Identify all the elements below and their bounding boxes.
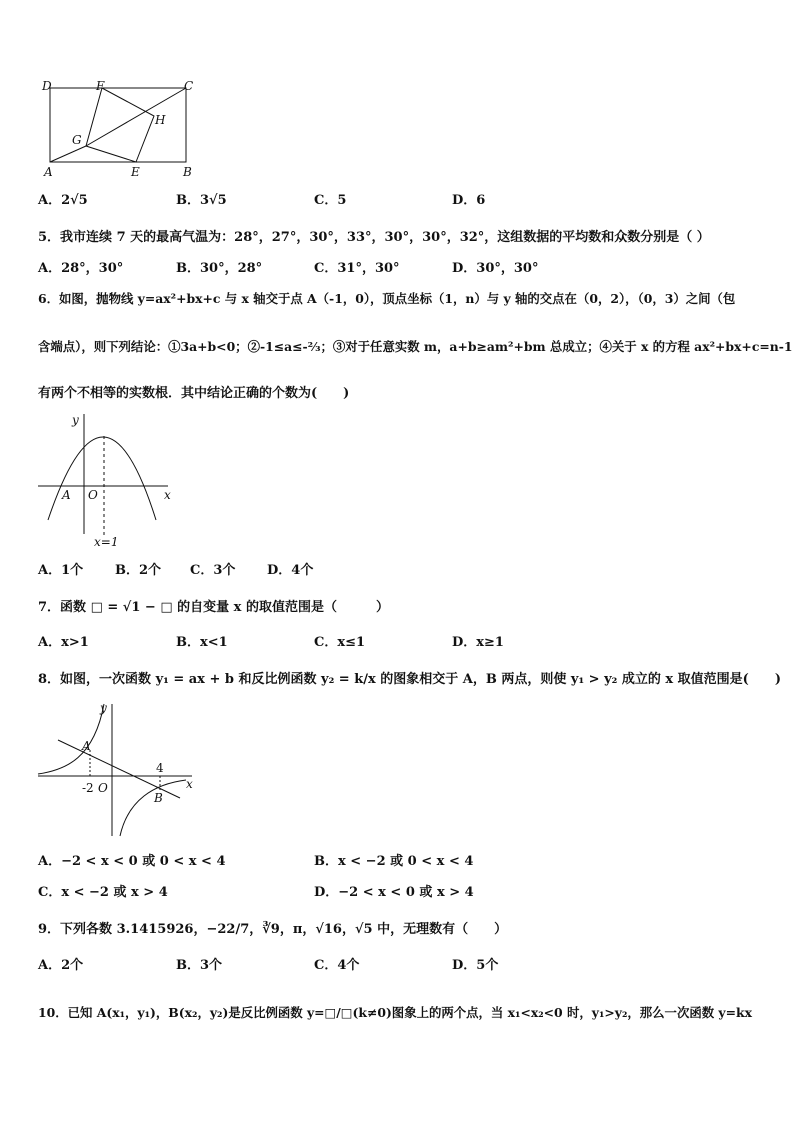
q8-option-b[interactable]: B．x < −2 或 0 < x < 4 — [314, 854, 474, 869]
q9-option-b[interactable]: B．3个 — [176, 958, 223, 973]
label-x-equals-1: x=1 — [94, 535, 119, 549]
q4-option-b[interactable]: B．3√5 — [176, 193, 227, 208]
q9-option-d[interactable]: D．5个 — [452, 958, 499, 973]
label-neg2: -2 — [82, 781, 94, 795]
label-e: E — [131, 165, 140, 179]
label-o: O — [88, 488, 98, 502]
q7-option-d[interactable]: D．x≥1 — [452, 635, 504, 650]
q7-option-c[interactable]: C．x≤1 — [314, 635, 366, 650]
parabola-figure — [36, 410, 176, 548]
q4-option-a[interactable]: A．2√5 — [38, 193, 88, 208]
q8-option-c[interactable]: C．x < −2 或 x > 4 — [38, 885, 168, 900]
label-b: B — [154, 791, 163, 805]
q10-stem: 10．已知 A(x₁，y₁)，B(x₂，y₂)是反比例函数 y=□/□(k≠0)图象上的两个点，当 x₁<x₂<0 时，y₁>y₂，那么一次函数 y=kx — [38, 1005, 752, 1020]
label-y: y — [100, 701, 107, 715]
q4-option-d[interactable]: D．6 — [452, 193, 486, 208]
q6-stem-line3: 有两个不相等的实数根．其中结论正确的个数为( ) — [38, 386, 350, 401]
rectangle-abcd — [50, 88, 186, 162]
q5-option-c[interactable]: C．31°，30° — [314, 261, 400, 276]
q6-option-a[interactable]: A．1个 — [38, 563, 84, 578]
label-c: C — [184, 79, 194, 93]
hyperbola-branch-right — [120, 780, 186, 836]
q5-option-d[interactable]: D．30°，30° — [452, 261, 539, 276]
q6-option-d[interactable]: D．4个 — [267, 563, 314, 578]
q7-option-b[interactable]: B．x<1 — [176, 635, 228, 650]
parallelogram-ehfg — [86, 88, 154, 162]
label-4: 4 — [156, 761, 164, 775]
q4-option-c[interactable]: C．5 — [314, 193, 347, 208]
q5-stem: 5．我市连续 7 天的最高气温为：28°，27°，30°，33°，30°，30°，32°，这组数据的平均数和众数分别是（ ） — [38, 230, 710, 245]
label-b: B — [183, 165, 192, 179]
label-x: x — [186, 777, 193, 791]
q6-option-c[interactable]: C．3个 — [190, 563, 236, 578]
q7-option-a[interactable]: A．x>1 — [38, 635, 89, 650]
q8-stem: 8．如图，一次函数 y₁ = ax + b 和反比例函数 y₂ = k/x 的图象相交于 A，B 两点，则使 y₁ > y₂ 成立的 x 取值范围是( ) — [38, 672, 781, 687]
function-figure — [36, 700, 196, 840]
q9-stem: 9．下列各数 3.1415926，−22/7，∛9，π，√16，√5 中，无理数有（ ） — [38, 922, 508, 937]
label-d: D — [42, 79, 52, 93]
q7-stem: 7．函数 □ = √1 − □ 的自变量 x 的取值范围是（ ） — [38, 600, 389, 615]
label-a: A — [62, 488, 71, 502]
label-x: x — [164, 488, 171, 502]
label-a: A — [82, 739, 91, 753]
hyperbola-branch-left — [38, 704, 104, 774]
label-y: y — [72, 413, 79, 427]
q8-option-d[interactable]: D．−2 < x < 0 或 x > 4 — [314, 885, 474, 900]
segment-ag — [50, 146, 86, 162]
q6-stem-line2: 含端点），则下列结论：①3a+b<0；②-1≤a≤-⅔；③对于任意实数 m，a+b≥am²+bm 总成立；④关于 x 的方程 ax²+bx+c=n-1 — [38, 339, 793, 354]
q5-option-a[interactable]: A．28°，30° — [38, 261, 124, 276]
q8-option-a[interactable]: A．−2 < x < 0 或 0 < x < 4 — [38, 854, 226, 869]
parabola-curve — [48, 437, 156, 520]
q5-option-b[interactable]: B．30°，28° — [176, 261, 263, 276]
label-h: H — [155, 113, 166, 127]
q6-option-b[interactable]: B．2个 — [115, 563, 162, 578]
label-a: A — [44, 165, 53, 179]
label-o: O — [98, 781, 108, 795]
q9-option-c[interactable]: C．4个 — [314, 958, 360, 973]
q6-stem-line1: 6．如图，抛物线 y=ax²+bx+c 与 x 轴交于点 A（-1，0），顶点坐标（1，n）与 y 轴的交点在（0，2），（0，3）之间（包 — [38, 291, 736, 306]
label-f: F — [96, 79, 105, 93]
q9-option-a[interactable]: A．2个 — [38, 958, 84, 973]
label-g: G — [72, 133, 82, 147]
diagonal-gc — [86, 88, 186, 146]
rectangle-figure — [38, 76, 208, 180]
